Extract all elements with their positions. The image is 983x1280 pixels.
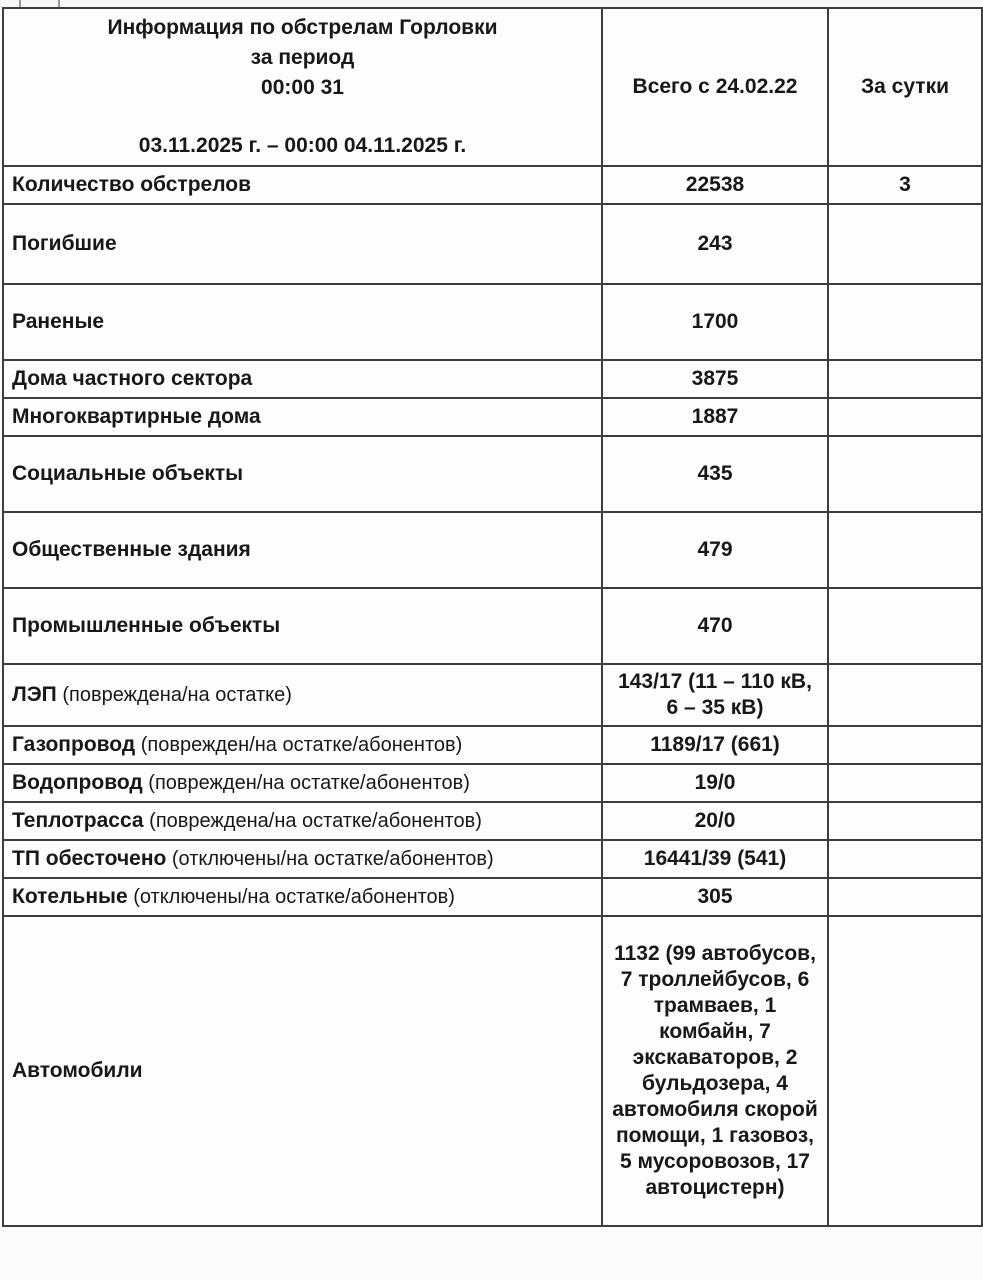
row-boiler-houses [3,878,982,916]
row-label: Раненые [12,310,105,333]
row-transformer-substations [3,840,982,878]
title-gap [12,103,593,131]
day-cell [828,916,982,1226]
row-label-note: (поврежден/на остатке/абонентов) [135,734,463,756]
label-cell [3,726,602,764]
crop-artifact [58,0,60,7]
day-cell [828,284,982,360]
day-cell: 3 [828,166,982,204]
total-cell: 22538 [602,166,828,204]
crop-artifact-strip [0,0,983,7]
total-cell: 1132 (99 автобусов, 7 троллейбусов, 6 трамваев, 1 комбайн, 7 экскаваторов, 2 бульдозера, 4 автомобиля скорой помощи, 1 газовоз, 5 мусоровозов, 17 автоцистерн) [602,916,828,1226]
total-cell: 20/0 [602,802,828,840]
row-label-note: (повреждена/на остатке) [56,684,292,706]
total-cell: 470 [602,588,828,664]
row-label-note: (поврежден/на остатке/абонентов) [142,772,470,794]
day-cell [828,878,982,916]
title-line: за период [250,46,355,69]
total-cell: 3875 [602,360,828,398]
row-label-note: (отключены/на остатке/абонентов) [127,886,455,908]
day-cell [828,726,982,764]
column-header-total: Всего с 24.02.22 [602,8,828,166]
row-shelling-count [3,166,982,204]
row-label: Газопровод [12,733,136,756]
total-cell: 143/17 (11 – 110 кВ, 6 – 35 кВ) [602,664,828,726]
label-cell [3,398,602,436]
row-label: ТП обесточено [12,847,167,870]
crop-artifact [19,0,21,7]
row-wounded [3,284,982,360]
total-cell: 16441/39 (541) [602,840,828,878]
total-cell: 435 [602,436,828,512]
label-cell [3,840,602,878]
total-cell: 479 [602,512,828,588]
total-cell: 1887 [602,398,828,436]
row-vehicles [3,916,982,1226]
shelling-report-table [2,7,983,1227]
label-cell [3,436,602,512]
label-cell [3,664,602,726]
row-private-houses [3,360,982,398]
row-apartment-buildings [3,398,982,436]
label-cell [3,284,602,360]
row-gas-pipeline [3,726,982,764]
row-label: Общественные здания [12,538,251,561]
row-killed [3,204,982,284]
label-cell [3,764,602,802]
total-cell: 243 [602,204,828,284]
table-title-cell [3,8,602,166]
row-label: Теплотрасса [12,809,144,832]
day-cell [828,764,982,802]
row-heating-main [3,802,982,840]
total-cell: 1189/17 (661) [602,726,828,764]
label-cell [3,916,602,1226]
label-cell [3,588,602,664]
row-label: Погибшие [12,232,117,255]
total-cell: 305 [602,878,828,916]
row-label: Промышленные объекты [12,614,281,637]
day-cell [828,802,982,840]
row-label-note: (повреждена/на остатке/абонентов) [143,810,482,832]
row-industrial-objects [3,588,982,664]
day-cell [828,512,982,588]
table-header-row [3,8,982,166]
row-label: Многоквартирные дома [12,405,261,428]
day-cell [828,840,982,878]
day-cell [828,664,982,726]
row-label: Социальные объекты [12,462,244,485]
label-cell [3,512,602,588]
row-public-buildings [3,512,982,588]
row-label: ЛЭП [12,683,57,706]
row-label: Котельные [12,885,128,908]
row-label: Количество обстрелов [12,173,252,196]
title-line: Информация по обстрелам Горловки [107,16,498,39]
day-cell [828,398,982,436]
column-header-day: За сутки [828,8,982,166]
title-line: 00:00 31 [261,76,344,99]
day-cell [828,588,982,664]
row-label: Водопровод [12,771,143,794]
label-cell [3,878,602,916]
row-social-objects [3,436,982,512]
day-cell [828,360,982,398]
day-cell [828,436,982,512]
total-cell: 19/0 [602,764,828,802]
label-cell [3,166,602,204]
label-cell [3,360,602,398]
label-cell [3,802,602,840]
label-cell [3,204,602,284]
row-label-note: (отключены/на остатке/абонентов) [166,848,494,870]
row-water-pipeline [3,764,982,802]
row-label: Автомобили [12,1059,143,1082]
row-power-lines [3,664,982,726]
total-cell: 1700 [602,284,828,360]
title-line: 03.11.2025 г. – 00:00 04.11.2025 г. [138,134,467,157]
row-label: Дома частного сектора [12,367,253,390]
day-cell [828,204,982,284]
